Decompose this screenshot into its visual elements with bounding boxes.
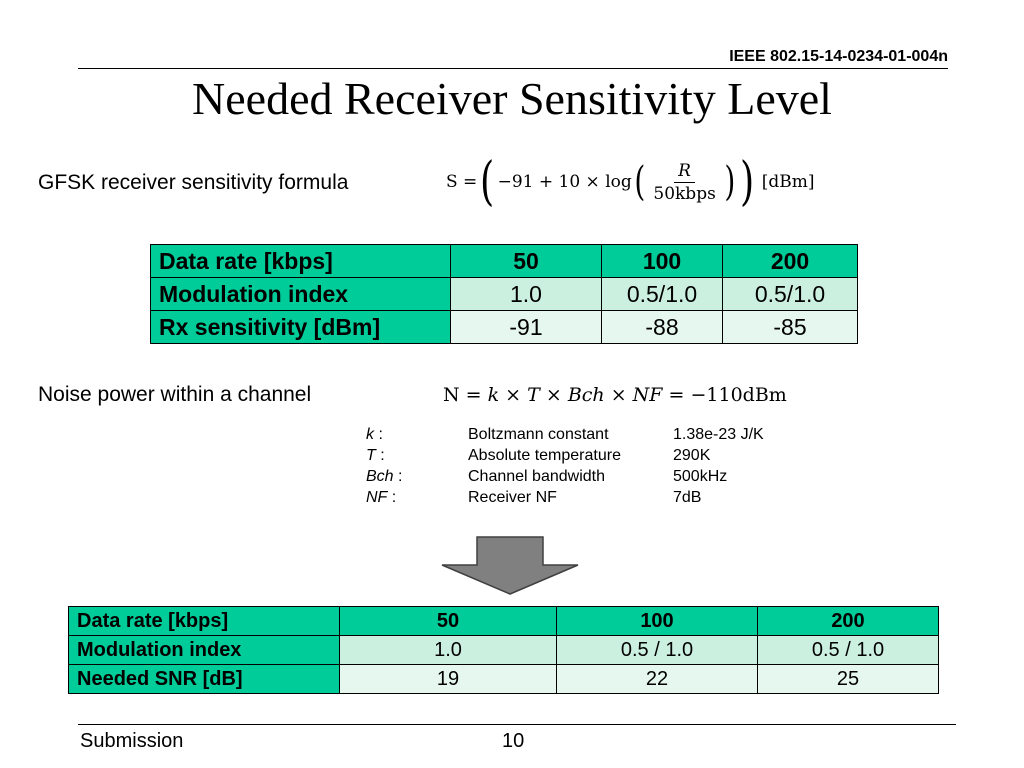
- def-symbol: [366, 445, 468, 466]
- def-description: Channel bandwidth: [468, 468, 605, 485]
- footer-rule: [78, 724, 956, 725]
- formula-inner-open-paren: (: [634, 159, 646, 205]
- def-description: Receiver NF: [468, 489, 557, 506]
- noise-definitions: [366, 424, 764, 508]
- footer-submission: Submission: [80, 730, 184, 752]
- noise-eq-t: T: [527, 384, 540, 406]
- table-row: [151, 311, 858, 344]
- def-symbol-text: T: [366, 447, 376, 464]
- row-label: Modulation index: [69, 636, 340, 665]
- header-rule: [78, 68, 948, 69]
- row-label: Rx sensitivity [dBm]: [151, 311, 451, 344]
- def-symbol-text: NF: [366, 489, 388, 506]
- page-number: 10: [502, 730, 525, 752]
- def-value: 1.38e-23 J/K: [673, 426, 764, 443]
- def-symbol-text: Bch: [366, 468, 394, 485]
- formula-denominator: 50kbps: [653, 183, 716, 204]
- list-item: [366, 445, 764, 466]
- row-label: Modulation index: [151, 278, 451, 311]
- table-row: [69, 665, 939, 694]
- noise-eq-times: ×: [499, 384, 528, 406]
- down-arrow-shape: [442, 537, 578, 594]
- cell: 19: [340, 665, 557, 694]
- formula-close-paren: ): [740, 152, 755, 212]
- cell: 100: [602, 245, 723, 278]
- def-sep: :: [387, 489, 397, 506]
- def-description: Boltzmann constant: [468, 426, 609, 443]
- cell: -88: [602, 311, 723, 344]
- list-item: [366, 466, 764, 487]
- table-row: [151, 245, 858, 278]
- slide-title: Needed Receiver Sensitivity Level: [192, 73, 832, 124]
- cell: 50: [451, 245, 602, 278]
- table-row: [151, 278, 858, 311]
- def-symbol: [366, 487, 468, 508]
- def-sep: :: [374, 426, 383, 443]
- needed-snr-table: [68, 606, 939, 694]
- cell: 22: [557, 665, 758, 694]
- cell: 0.5 / 1.0: [557, 636, 758, 665]
- formula-lhs: S =: [446, 172, 478, 192]
- def-symbol: [366, 424, 468, 445]
- table-row: [69, 607, 939, 636]
- def-sep: :: [375, 447, 385, 464]
- noise-eq-nf: NF: [632, 384, 663, 406]
- noise-eq-times: ×: [539, 384, 568, 406]
- formula-expr: −91 + 10 × log: [497, 172, 632, 192]
- formula-unit: [dBm]: [761, 172, 815, 192]
- cell: 1.0: [451, 278, 602, 311]
- formula-inner-close-paren: ): [724, 159, 736, 205]
- def-value: 500kHz: [673, 468, 728, 485]
- def-value: 290K: [673, 447, 711, 464]
- list-item: [366, 487, 764, 508]
- row-label: Data rate [kbps]: [69, 607, 340, 636]
- noise-eq-rhs: = −110dBm: [662, 384, 787, 406]
- list-item: [366, 424, 764, 445]
- noise-power-label: Noise power within a channel: [38, 383, 312, 406]
- noise-eq-lhs: N =: [443, 384, 488, 406]
- def-value: 7dB: [673, 489, 702, 506]
- sensitivity-formula: [446, 152, 815, 212]
- row-label: Data rate [kbps]: [151, 245, 451, 278]
- def-symbol-text: k: [366, 426, 374, 443]
- row-label: Needed SNR [dB]: [69, 665, 340, 694]
- formula-open-paren: (: [480, 152, 495, 212]
- noise-eq-bch: Bch: [567, 384, 605, 406]
- cell: 200: [758, 607, 939, 636]
- cell: -91: [451, 311, 602, 344]
- document-id: IEEE 802.15-14-0234-01-004n: [729, 48, 948, 65]
- cell: 0.5/1.0: [723, 278, 858, 311]
- cell: 50: [340, 607, 557, 636]
- table-row: [69, 636, 939, 665]
- formula-fraction: [649, 161, 719, 204]
- sensitivity-formula-label: GFSK receiver sensitivity formula: [38, 171, 349, 194]
- def-symbol: [366, 466, 468, 487]
- cell: 25: [758, 665, 939, 694]
- down-arrow-icon: [440, 536, 580, 596]
- noise-equation: [443, 384, 787, 406]
- formula-numerator: R: [674, 161, 695, 183]
- cell: -85: [723, 311, 858, 344]
- cell: 1.0: [340, 636, 557, 665]
- def-description: Absolute temperature: [468, 447, 621, 464]
- def-sep: :: [393, 468, 403, 485]
- cell: 0.5 / 1.0: [758, 636, 939, 665]
- cell: 200: [723, 245, 858, 278]
- noise-eq-times: ×: [604, 384, 633, 406]
- cell: 100: [557, 607, 758, 636]
- noise-eq-k: k: [487, 384, 500, 406]
- rx-sensitivity-table: [150, 244, 858, 344]
- cell: 0.5/1.0: [602, 278, 723, 311]
